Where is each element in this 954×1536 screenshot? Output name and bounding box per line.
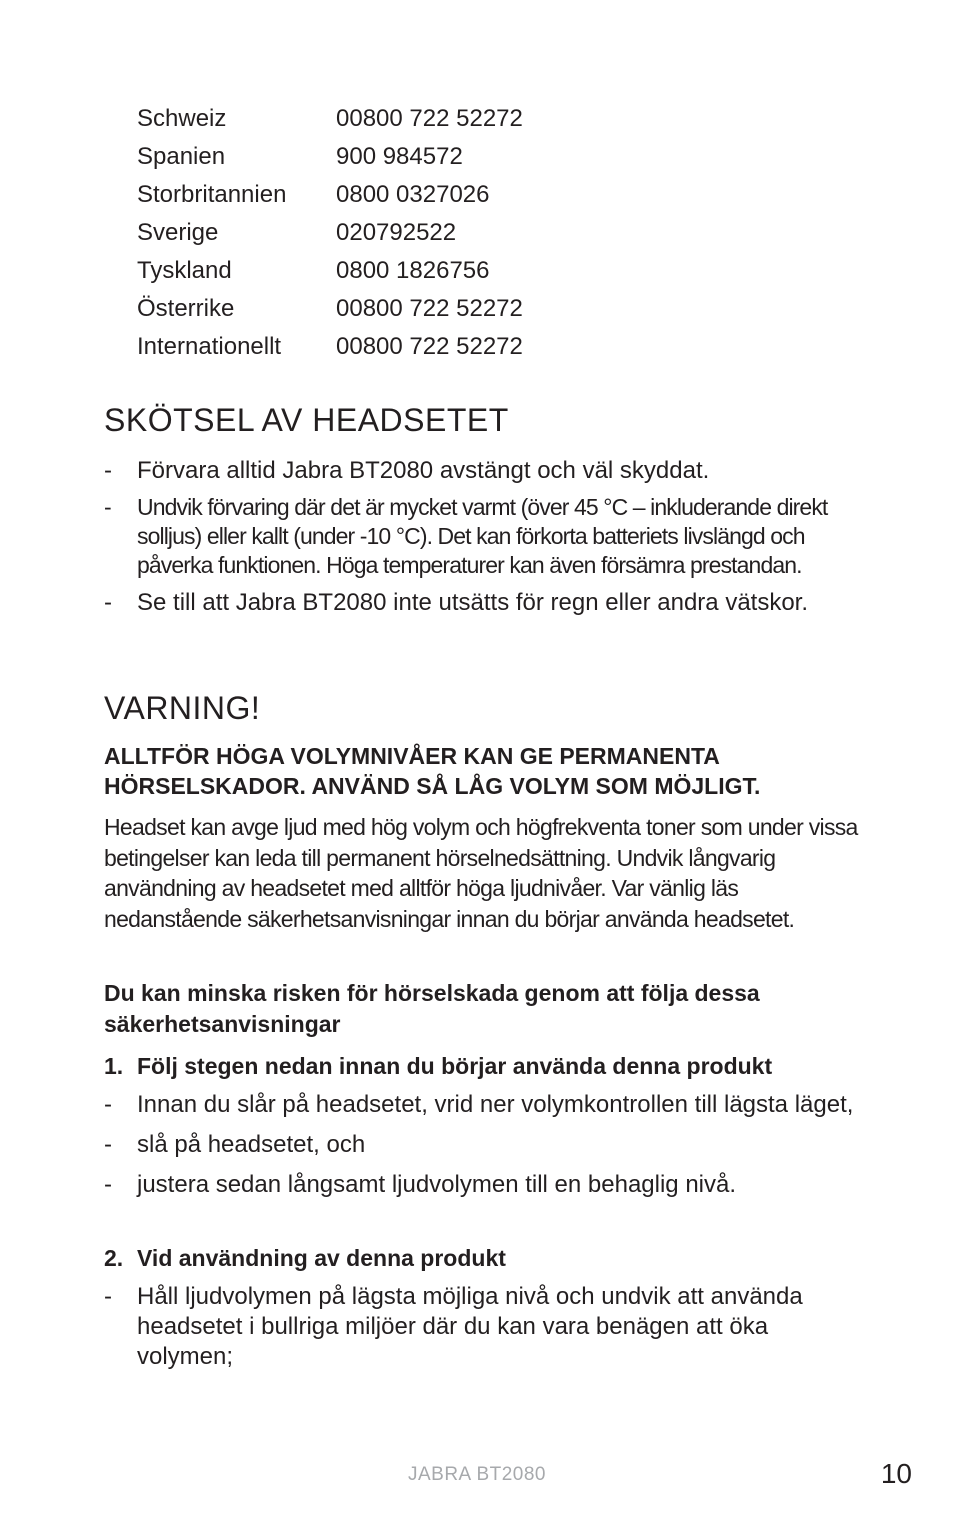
phone-number: 900 984572 [336, 143, 463, 170]
bullet-dash: - [104, 457, 112, 484]
step-label: Följ stegen nedan innan du börjar använda denna produkt [137, 1053, 773, 1079]
phone-number: 00800 722 52272 [336, 105, 523, 132]
contact-row [137, 176, 523, 214]
list-item [104, 588, 864, 618]
list-item [104, 1130, 864, 1160]
page-number: 10 [880, 1458, 912, 1489]
country-name: Internationellt [137, 333, 282, 360]
list-item [104, 493, 864, 580]
country-name: Storbritannien [137, 181, 287, 208]
step-2-list [104, 1282, 864, 1372]
warning-body: Headset kan avge ljud med hög volym och högfrekventa toner som under vissa betingelser kan leda till permanent hörselnedsättning. Undvik långvarig användning av headsetet med alltför höga ljudnivåer. Var vänlig läs nedanstående säkerhetsanvisningar innan du börjar använda headsetet. [104, 814, 858, 932]
country-name: Sverige [137, 219, 219, 246]
warning-section-title: VARNING! [104, 690, 261, 726]
country-name: Schweiz [137, 105, 227, 132]
contact-row [137, 252, 523, 290]
footer-brand: JABRA BT2080 [407, 1464, 547, 1485]
warning-headline: ALLTFÖR HÖGA VOLYMNIVÅER KAN GE PERMANENTA HÖRSELSKADOR. ANVÄND SÅ LÅG VOLYM SOM MÖJLIGT. [104, 743, 761, 799]
step-1-list [104, 1090, 864, 1200]
list-item-text: slå på headsetet, och [137, 1131, 366, 1158]
list-item-text: Förvara alltid Jabra BT2080 avstängt och väl skyddat. [137, 457, 710, 484]
list-item-text: Undvik förvaring där det är mycket varmt (över 45 °C – inkluderande direkt solljus) eller kallt (under -10 °C). Det kan förkorta batteriets livslängd och påverka funktionen. Höga temperaturer kan även försämra prestandan. [137, 494, 828, 578]
country-name: Spanien [137, 143, 226, 170]
warning-subheading: Du kan minska risken för hörselskada genom att följa dessa säkerhetsanvisningar [104, 980, 760, 1037]
list-item [104, 1282, 864, 1372]
list-item [104, 1090, 864, 1120]
contact-row [137, 138, 523, 176]
phone-number: 0800 0327026 [336, 181, 490, 208]
list-item-text: Innan du slår på headsetet, vrid ner volymkontrollen till lägsta läget, [137, 1091, 854, 1118]
contact-row [137, 328, 523, 366]
care-list [104, 456, 864, 618]
bullet-dash: - [104, 1171, 112, 1198]
step-number: 1. [104, 1053, 124, 1079]
country-name: Österrike [137, 295, 235, 322]
list-item-text: Håll ljudvolymen på lägsta möjliga nivå och undvik att använda headsetet i bullriga miljöer där du kan vara benägen att öka volymen; [137, 1283, 803, 1370]
contact-row [137, 100, 523, 138]
step-number: 2. [104, 1245, 124, 1271]
step-label: Vid användning av denna produkt [137, 1245, 506, 1271]
phone-number: 0800 1826756 [336, 257, 490, 284]
bullet-dash: - [104, 1131, 112, 1158]
list-item [104, 456, 864, 486]
phone-number: 020792522 [336, 219, 457, 246]
bullet-dash: - [104, 589, 112, 616]
phone-number: 00800 722 52272 [336, 333, 523, 360]
contact-row [137, 290, 523, 328]
contact-row [137, 214, 523, 252]
list-item [104, 1170, 864, 1200]
list-item-text: justera sedan långsamt ljudvolymen till en behaglig nivå. [137, 1171, 737, 1198]
step-2-heading [104, 1243, 864, 1273]
bullet-dash: - [104, 494, 111, 520]
list-item-text: Se till att Jabra BT2080 inte utsätts för regn eller andra vätskor. [137, 589, 809, 616]
bullet-dash: - [104, 1283, 112, 1310]
phone-number: 00800 722 52272 [336, 295, 523, 322]
care-section-title: SKÖTSEL AV HEADSETET [104, 402, 509, 438]
step-1-heading [104, 1051, 864, 1081]
bullet-dash: - [104, 1091, 112, 1118]
country-name: Tyskland [137, 257, 232, 284]
contact-table [137, 100, 523, 366]
